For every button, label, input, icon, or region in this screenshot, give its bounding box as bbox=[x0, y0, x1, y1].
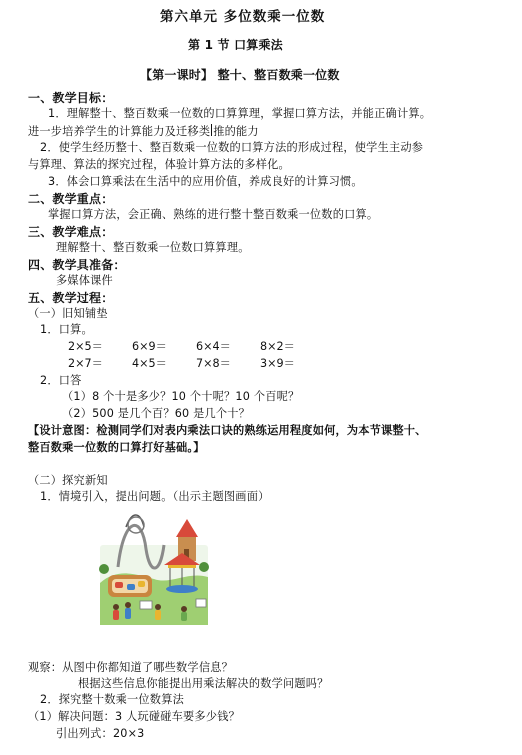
calc-row-1-item-1: 2×5＝ bbox=[68, 340, 103, 353]
part-1-heading: （一）旧知铺垫 bbox=[28, 307, 108, 320]
objective-2-line-2: 与算理、算法的探究过程，体验计算方法的多样化。 bbox=[28, 158, 290, 171]
objective-1-line-1: 1．理解整十、整百数乘一位数的口算算理，掌握口算方法，并能正确计算。 bbox=[48, 107, 432, 120]
observe-line-2: 根据这些信息你能提出用乘法解决的数学问题吗？ bbox=[78, 677, 329, 690]
explore-step: 2．探究整十数乘一位数算法 bbox=[40, 693, 184, 706]
objective-2-line-1: 2．使学生经历整十、整百数乘一位数的口算方法的形成过程，使学生主动参 bbox=[40, 141, 424, 154]
step-1: 1．口算。 bbox=[40, 323, 93, 336]
design-intent-line-2: 整百数乘一位数的口算打好基础。】 bbox=[28, 441, 205, 454]
lesson-title: 【第一课时】 整十、整百数乘一位数 bbox=[140, 68, 340, 82]
question-1: （1）8 个十是多少？10 个十呢？10 个百呢？ bbox=[62, 390, 300, 403]
difficulties-text: 理解整十、整百数乘一位数口算算理。 bbox=[56, 241, 250, 254]
unit-title: 第六单元 多位数乘一位数 bbox=[160, 9, 326, 25]
calc-row-2-item-4: 3×9＝ bbox=[260, 357, 295, 370]
part-2-heading: （二）探究新知 bbox=[28, 474, 108, 487]
observe-line-1: 观察：从图中你都知道了哪些数学信息？ bbox=[28, 661, 233, 674]
question-2: （2）500 是几个百？60 是几个十？ bbox=[62, 407, 251, 420]
amusement-park-illustration bbox=[98, 505, 210, 635]
section-title: 第 1 节 口算乘法 bbox=[188, 38, 283, 52]
tools-heading: 四、教学具准备： bbox=[28, 258, 126, 272]
calc-row-2-item-2: 4×5＝ bbox=[132, 357, 167, 370]
difficulties-heading: 三、教学难点： bbox=[28, 225, 114, 239]
intro-step: 1．情境引入，提出问题。（出示主题图画面） bbox=[40, 490, 270, 503]
objectives-heading: 一、教学目标： bbox=[28, 91, 114, 105]
process-heading: 五、教学过程： bbox=[28, 291, 114, 305]
park-scene-svg bbox=[98, 505, 210, 635]
key-points-heading: 二、教学重点： bbox=[28, 192, 114, 206]
calc-row-1-item-4: 8×2＝ bbox=[260, 340, 295, 353]
objective-1-line-2 bbox=[28, 124, 259, 139]
design-intent-line-1: 【设计意图：检测同学们对表内乘法口诀的熟练运用程度如何，为本节课整十、 bbox=[28, 424, 427, 437]
solve-question: （1）解决问题：3 人玩碰碰车要多少钱？ bbox=[28, 710, 240, 723]
tools-text: 多媒体课件 bbox=[56, 274, 113, 287]
key-points-text: 掌握口算方法，会正确、熟练的进行整十整百数乘一位数的口算。 bbox=[48, 208, 379, 221]
step-2: 2．口答 bbox=[40, 374, 82, 387]
calc-row-1-item-3: 6×4＝ bbox=[196, 340, 231, 353]
formula-line: 引出列式：20×3 bbox=[56, 727, 145, 740]
calc-row-2-item-1: 2×7＝ bbox=[68, 357, 103, 370]
objective-1-line-2b: 推的能力 bbox=[213, 125, 259, 138]
objective-1-line-2a: 进一步培养学生的计算能力及迁移类 bbox=[28, 125, 211, 138]
objective-3: 3．体会口算乘法在生活中的应用价值，养成良好的计算习惯。 bbox=[48, 175, 363, 188]
calc-row-2-item-3: 7×8＝ bbox=[196, 357, 231, 370]
calc-row-1-item-2: 6×9＝ bbox=[132, 340, 167, 353]
